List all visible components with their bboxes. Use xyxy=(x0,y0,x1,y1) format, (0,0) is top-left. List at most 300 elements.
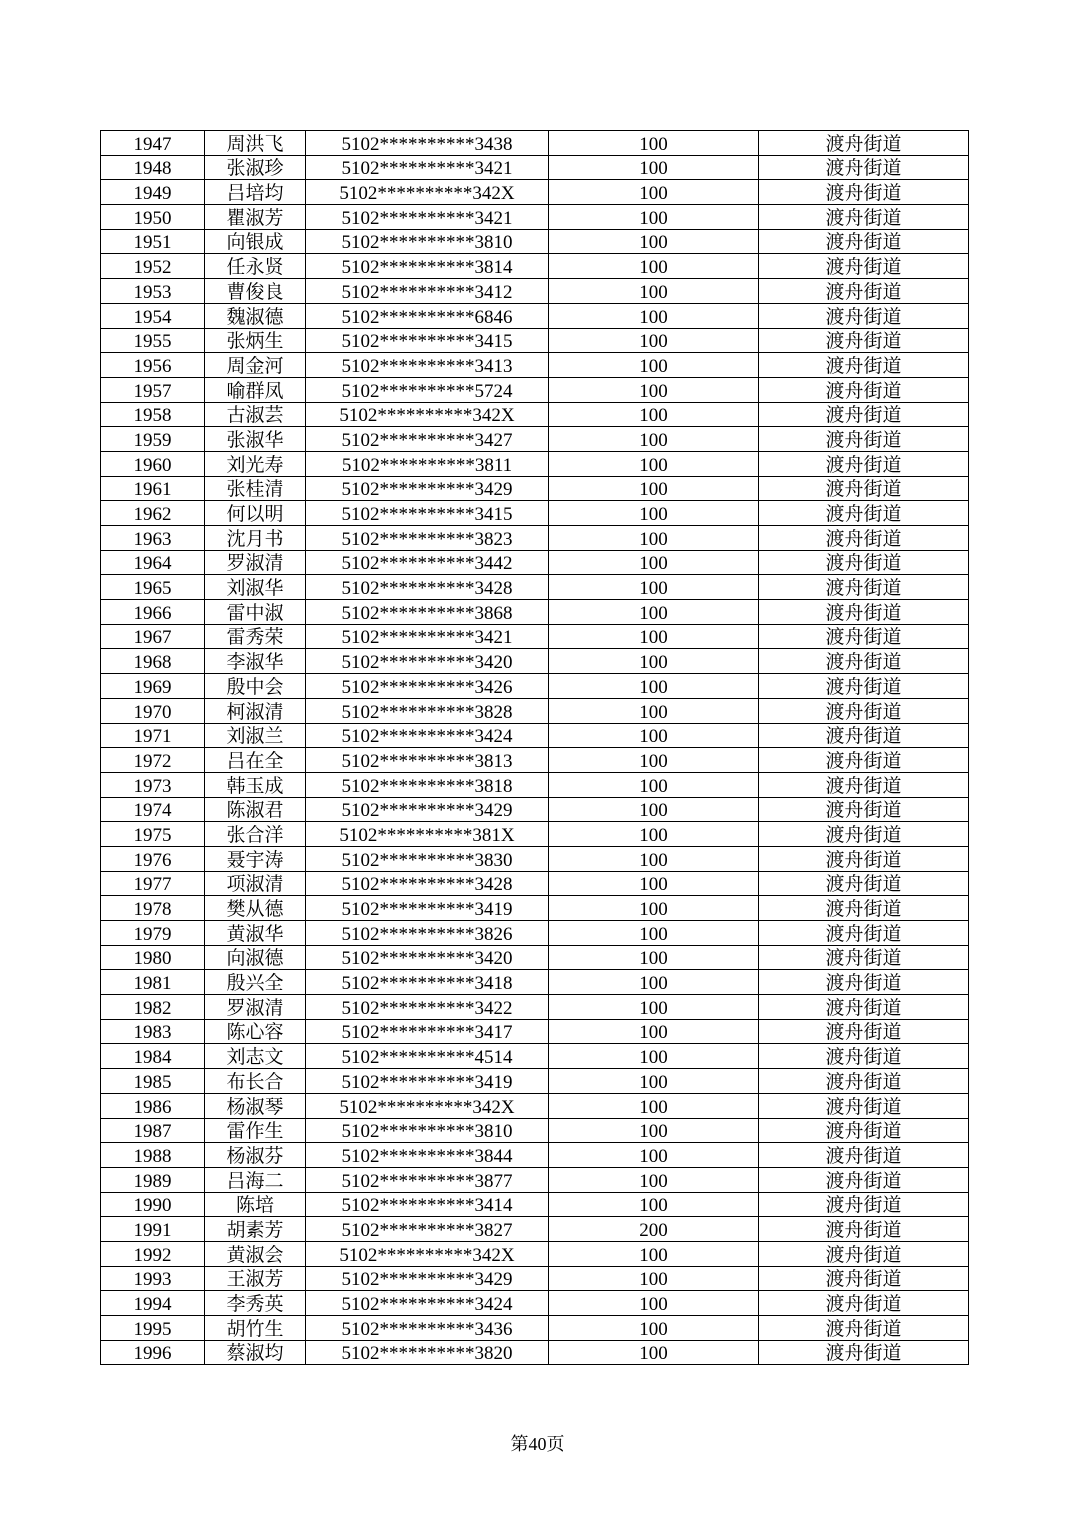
name-cell: 雷中淑 xyxy=(205,600,306,625)
name-cell: 吕培均 xyxy=(205,180,306,205)
id-number-cell: 5102**********3826 xyxy=(306,921,549,946)
serial-number-cell: 1984 xyxy=(101,1044,205,1069)
name-cell: 陈培 xyxy=(205,1192,306,1217)
street-cell: 渡舟街道 xyxy=(759,1192,969,1217)
table-row xyxy=(101,377,969,402)
street-cell: 渡舟街道 xyxy=(759,1093,969,1118)
street-cell: 渡舟街道 xyxy=(759,649,969,674)
id-number-cell: 5102**********342X xyxy=(306,402,549,427)
serial-number-cell: 1961 xyxy=(101,476,205,501)
table-row xyxy=(101,279,969,304)
serial-number-cell: 1986 xyxy=(101,1093,205,1118)
table-row xyxy=(101,995,969,1020)
serial-number-cell: 1996 xyxy=(101,1340,205,1365)
name-cell: 樊从德 xyxy=(205,896,306,921)
table-row xyxy=(101,1316,969,1341)
name-cell: 瞿淑芳 xyxy=(205,205,306,230)
name-cell: 张合洋 xyxy=(205,822,306,847)
street-cell: 渡舟街道 xyxy=(759,526,969,551)
street-cell: 渡舟街道 xyxy=(759,575,969,600)
serial-number-cell: 1973 xyxy=(101,772,205,797)
amount-cell: 100 xyxy=(549,451,759,476)
amount-cell: 100 xyxy=(549,995,759,1020)
amount-cell: 100 xyxy=(549,674,759,699)
table-row xyxy=(101,1291,969,1316)
amount-cell: 100 xyxy=(549,303,759,328)
name-cell: 古淑芸 xyxy=(205,402,306,427)
name-cell: 刘光寿 xyxy=(205,451,306,476)
serial-number-cell: 1977 xyxy=(101,871,205,896)
id-number-cell: 5102**********3428 xyxy=(306,575,549,600)
street-cell: 渡舟街道 xyxy=(759,1291,969,1316)
street-cell: 渡舟街道 xyxy=(759,995,969,1020)
id-number-cell: 5102**********3419 xyxy=(306,896,549,921)
table-row xyxy=(101,674,969,699)
id-number-cell: 5102**********3827 xyxy=(306,1217,549,1242)
serial-number-cell: 1982 xyxy=(101,995,205,1020)
street-cell: 渡舟街道 xyxy=(759,402,969,427)
name-cell: 聂宇涛 xyxy=(205,846,306,871)
street-cell: 渡舟街道 xyxy=(759,797,969,822)
street-cell: 渡舟街道 xyxy=(759,1143,969,1168)
street-cell: 渡舟街道 xyxy=(759,822,969,847)
amount-cell: 100 xyxy=(549,155,759,180)
amount-cell: 100 xyxy=(549,1266,759,1291)
table-row xyxy=(101,131,969,156)
serial-number-cell: 1958 xyxy=(101,402,205,427)
street-cell: 渡舟街道 xyxy=(759,723,969,748)
id-number-cell: 5102**********3413 xyxy=(306,353,549,378)
serial-number-cell: 1953 xyxy=(101,279,205,304)
name-cell: 李淑华 xyxy=(205,649,306,674)
id-number-cell: 5102**********3818 xyxy=(306,772,549,797)
serial-number-cell: 1992 xyxy=(101,1241,205,1266)
name-cell: 魏淑德 xyxy=(205,303,306,328)
amount-cell: 100 xyxy=(549,476,759,501)
table-row xyxy=(101,748,969,773)
table-row xyxy=(101,1266,969,1291)
serial-number-cell: 1951 xyxy=(101,229,205,254)
street-cell: 渡舟街道 xyxy=(759,921,969,946)
street-cell: 渡舟街道 xyxy=(759,427,969,452)
id-number-cell: 5102**********3828 xyxy=(306,698,549,723)
amount-cell: 100 xyxy=(549,797,759,822)
street-cell: 渡舟街道 xyxy=(759,624,969,649)
serial-number-cell: 1989 xyxy=(101,1167,205,1192)
serial-number-cell: 1970 xyxy=(101,698,205,723)
street-cell: 渡舟街道 xyxy=(759,1217,969,1242)
serial-number-cell: 1990 xyxy=(101,1192,205,1217)
name-cell: 韩玉成 xyxy=(205,772,306,797)
street-cell: 渡舟街道 xyxy=(759,328,969,353)
amount-cell: 100 xyxy=(549,945,759,970)
street-cell: 渡舟街道 xyxy=(759,1167,969,1192)
id-number-cell: 5102**********5724 xyxy=(306,377,549,402)
name-cell: 黄淑会 xyxy=(205,1241,306,1266)
table-row xyxy=(101,1069,969,1094)
street-cell: 渡舟街道 xyxy=(759,303,969,328)
amount-cell: 100 xyxy=(549,229,759,254)
amount-cell: 100 xyxy=(549,871,759,896)
serial-number-cell: 1949 xyxy=(101,180,205,205)
name-cell: 杨淑芬 xyxy=(205,1143,306,1168)
serial-number-cell: 1968 xyxy=(101,649,205,674)
amount-cell: 100 xyxy=(549,723,759,748)
id-number-cell: 5102**********6846 xyxy=(306,303,549,328)
id-number-cell: 5102**********3429 xyxy=(306,476,549,501)
name-cell: 刘志文 xyxy=(205,1044,306,1069)
amount-cell: 100 xyxy=(549,1118,759,1143)
street-cell: 渡舟街道 xyxy=(759,353,969,378)
street-cell: 渡舟街道 xyxy=(759,131,969,156)
serial-number-cell: 1980 xyxy=(101,945,205,970)
serial-number-cell: 1995 xyxy=(101,1316,205,1341)
table-row xyxy=(101,575,969,600)
serial-number-cell: 1979 xyxy=(101,921,205,946)
table-row xyxy=(101,723,969,748)
street-cell: 渡舟街道 xyxy=(759,1069,969,1094)
table-row xyxy=(101,353,969,378)
name-cell: 张淑华 xyxy=(205,427,306,452)
serial-number-cell: 1950 xyxy=(101,205,205,230)
id-number-cell: 5102**********3436 xyxy=(306,1316,549,1341)
serial-number-cell: 1967 xyxy=(101,624,205,649)
name-cell: 李秀英 xyxy=(205,1291,306,1316)
amount-cell: 100 xyxy=(549,254,759,279)
table-row xyxy=(101,550,969,575)
id-number-cell: 5102**********3877 xyxy=(306,1167,549,1192)
amount-cell: 100 xyxy=(549,279,759,304)
table-row xyxy=(101,155,969,180)
serial-number-cell: 1978 xyxy=(101,896,205,921)
table-row xyxy=(101,600,969,625)
serial-number-cell: 1966 xyxy=(101,600,205,625)
serial-number-cell: 1983 xyxy=(101,1019,205,1044)
table-row xyxy=(101,205,969,230)
serial-number-cell: 1965 xyxy=(101,575,205,600)
street-cell: 渡舟街道 xyxy=(759,1316,969,1341)
name-cell: 陈淑君 xyxy=(205,797,306,822)
name-cell: 杨淑琴 xyxy=(205,1093,306,1118)
name-cell: 张淑珍 xyxy=(205,155,306,180)
street-cell: 渡舟街道 xyxy=(759,1266,969,1291)
street-cell: 渡舟街道 xyxy=(759,476,969,501)
name-cell: 刘淑兰 xyxy=(205,723,306,748)
serial-number-cell: 1988 xyxy=(101,1143,205,1168)
name-cell: 雷作生 xyxy=(205,1118,306,1143)
id-number-cell: 5102**********3813 xyxy=(306,748,549,773)
street-cell: 渡舟街道 xyxy=(759,674,969,699)
name-cell: 曹俊良 xyxy=(205,279,306,304)
amount-cell: 100 xyxy=(549,353,759,378)
table-row xyxy=(101,1143,969,1168)
amount-cell: 100 xyxy=(549,649,759,674)
id-number-cell: 5102**********3810 xyxy=(306,229,549,254)
serial-number-cell: 1960 xyxy=(101,451,205,476)
id-number-cell: 5102**********3429 xyxy=(306,1266,549,1291)
serial-number-cell: 1972 xyxy=(101,748,205,773)
name-cell: 喻群凤 xyxy=(205,377,306,402)
amount-cell: 100 xyxy=(549,205,759,230)
street-cell: 渡舟街道 xyxy=(759,846,969,871)
street-cell: 渡舟街道 xyxy=(759,896,969,921)
amount-cell: 100 xyxy=(549,921,759,946)
serial-number-cell: 1971 xyxy=(101,723,205,748)
table-row xyxy=(101,649,969,674)
street-cell: 渡舟街道 xyxy=(759,1044,969,1069)
serial-number-cell: 1962 xyxy=(101,501,205,526)
id-number-cell: 5102**********3417 xyxy=(306,1019,549,1044)
id-number-cell: 5102**********3429 xyxy=(306,797,549,822)
id-number-cell: 5102**********3419 xyxy=(306,1069,549,1094)
street-cell: 渡舟街道 xyxy=(759,1118,969,1143)
name-cell: 周洪飞 xyxy=(205,131,306,156)
table-row xyxy=(101,871,969,896)
table-row xyxy=(101,180,969,205)
id-number-cell: 5102**********342X xyxy=(306,1241,549,1266)
serial-number-cell: 1948 xyxy=(101,155,205,180)
name-cell: 罗淑清 xyxy=(205,550,306,575)
street-cell: 渡舟街道 xyxy=(759,871,969,896)
name-cell: 向银成 xyxy=(205,229,306,254)
id-number-cell: 5102**********3438 xyxy=(306,131,549,156)
name-cell: 布长合 xyxy=(205,1069,306,1094)
table-row xyxy=(101,1019,969,1044)
amount-cell: 100 xyxy=(549,1143,759,1168)
amount-cell: 100 xyxy=(549,1192,759,1217)
name-cell: 吕在全 xyxy=(205,748,306,773)
street-cell: 渡舟街道 xyxy=(759,1241,969,1266)
street-cell: 渡舟街道 xyxy=(759,254,969,279)
street-cell: 渡舟街道 xyxy=(759,698,969,723)
amount-cell: 100 xyxy=(549,1069,759,1094)
id-number-cell: 5102**********3424 xyxy=(306,1291,549,1316)
table-row xyxy=(101,476,969,501)
amount-cell: 100 xyxy=(549,1316,759,1341)
table-row xyxy=(101,1093,969,1118)
amount-cell: 100 xyxy=(549,600,759,625)
street-cell: 渡舟街道 xyxy=(759,155,969,180)
amount-cell: 100 xyxy=(549,1044,759,1069)
serial-number-cell: 1954 xyxy=(101,303,205,328)
id-number-cell: 5102**********3412 xyxy=(306,279,549,304)
serial-number-cell: 1955 xyxy=(101,328,205,353)
page-number: 第40页 xyxy=(510,1434,565,1454)
id-number-cell: 5102**********381X xyxy=(306,822,549,847)
id-number-cell: 5102**********3428 xyxy=(306,871,549,896)
table-row xyxy=(101,526,969,551)
amount-cell: 200 xyxy=(549,1217,759,1242)
amount-cell: 100 xyxy=(549,1340,759,1365)
table-row xyxy=(101,229,969,254)
amount-cell: 100 xyxy=(549,377,759,402)
id-number-cell: 5102**********3420 xyxy=(306,649,549,674)
id-number-cell: 5102**********3823 xyxy=(306,526,549,551)
street-cell: 渡舟街道 xyxy=(759,1019,969,1044)
amount-cell: 100 xyxy=(549,772,759,797)
amount-cell: 100 xyxy=(549,896,759,921)
name-cell: 陈心容 xyxy=(205,1019,306,1044)
name-cell: 沈月书 xyxy=(205,526,306,551)
id-number-cell: 5102**********3442 xyxy=(306,550,549,575)
serial-number-cell: 1974 xyxy=(101,797,205,822)
id-number-cell: 5102**********342X xyxy=(306,1093,549,1118)
name-cell: 罗淑清 xyxy=(205,995,306,1020)
id-number-cell: 5102**********3414 xyxy=(306,1192,549,1217)
name-cell: 胡竹生 xyxy=(205,1316,306,1341)
name-cell: 殷中会 xyxy=(205,674,306,699)
table-row xyxy=(101,698,969,723)
serial-number-cell: 1957 xyxy=(101,377,205,402)
street-cell: 渡舟街道 xyxy=(759,205,969,230)
amount-cell: 100 xyxy=(549,698,759,723)
amount-cell: 100 xyxy=(549,550,759,575)
street-cell: 渡舟街道 xyxy=(759,600,969,625)
table-row xyxy=(101,1241,969,1266)
amount-cell: 100 xyxy=(549,575,759,600)
table-row xyxy=(101,1167,969,1192)
id-number-cell: 5102**********4514 xyxy=(306,1044,549,1069)
street-cell: 渡舟街道 xyxy=(759,970,969,995)
id-number-cell: 5102**********3811 xyxy=(306,451,549,476)
table-row xyxy=(101,1044,969,1069)
amount-cell: 100 xyxy=(549,846,759,871)
street-cell: 渡舟街道 xyxy=(759,501,969,526)
table-body xyxy=(101,131,969,1365)
table-row xyxy=(101,1118,969,1143)
id-number-cell: 5102**********3424 xyxy=(306,723,549,748)
amount-cell: 100 xyxy=(549,501,759,526)
table-row xyxy=(101,427,969,452)
page-footer xyxy=(0,1430,1075,1456)
name-cell: 柯淑清 xyxy=(205,698,306,723)
table-row xyxy=(101,970,969,995)
table-row xyxy=(101,1217,969,1242)
name-cell: 殷兴全 xyxy=(205,970,306,995)
amount-cell: 100 xyxy=(549,1167,759,1192)
serial-number-cell: 1985 xyxy=(101,1069,205,1094)
street-cell: 渡舟街道 xyxy=(759,550,969,575)
name-cell: 刘淑华 xyxy=(205,575,306,600)
id-number-cell: 5102**********3420 xyxy=(306,945,549,970)
street-cell: 渡舟街道 xyxy=(759,772,969,797)
table-row xyxy=(101,1192,969,1217)
name-cell: 向淑德 xyxy=(205,945,306,970)
serial-number-cell: 1987 xyxy=(101,1118,205,1143)
name-cell: 张桂清 xyxy=(205,476,306,501)
id-number-cell: 5102**********3814 xyxy=(306,254,549,279)
serial-number-cell: 1976 xyxy=(101,846,205,871)
id-number-cell: 5102**********3830 xyxy=(306,846,549,871)
id-number-cell: 5102**********3427 xyxy=(306,427,549,452)
table-row xyxy=(101,328,969,353)
street-cell: 渡舟街道 xyxy=(759,1340,969,1365)
table-row xyxy=(101,896,969,921)
street-cell: 渡舟街道 xyxy=(759,451,969,476)
name-cell: 何以明 xyxy=(205,501,306,526)
amount-cell: 100 xyxy=(549,1019,759,1044)
name-cell: 周金河 xyxy=(205,353,306,378)
serial-number-cell: 1981 xyxy=(101,970,205,995)
name-cell: 胡素芳 xyxy=(205,1217,306,1242)
id-number-cell: 5102**********3421 xyxy=(306,205,549,230)
id-number-cell: 5102**********3868 xyxy=(306,600,549,625)
serial-number-cell: 1947 xyxy=(101,131,205,156)
serial-number-cell: 1956 xyxy=(101,353,205,378)
name-cell: 雷秀荣 xyxy=(205,624,306,649)
id-number-cell: 5102**********342X xyxy=(306,180,549,205)
table-row xyxy=(101,624,969,649)
street-cell: 渡舟街道 xyxy=(759,945,969,970)
amount-cell: 100 xyxy=(549,822,759,847)
amount-cell: 100 xyxy=(549,1291,759,1316)
id-number-cell: 5102**********3415 xyxy=(306,328,549,353)
amount-cell: 100 xyxy=(549,402,759,427)
street-cell: 渡舟街道 xyxy=(759,377,969,402)
amount-cell: 100 xyxy=(549,180,759,205)
table-row xyxy=(101,822,969,847)
serial-number-cell: 1994 xyxy=(101,1291,205,1316)
serial-number-cell: 1969 xyxy=(101,674,205,699)
amount-cell: 100 xyxy=(549,970,759,995)
table-row xyxy=(101,451,969,476)
name-cell: 任永贤 xyxy=(205,254,306,279)
name-cell: 黄淑华 xyxy=(205,921,306,946)
id-number-cell: 5102**********3426 xyxy=(306,674,549,699)
table-row xyxy=(101,303,969,328)
id-number-cell: 5102**********3421 xyxy=(306,624,549,649)
amount-cell: 100 xyxy=(549,328,759,353)
amount-cell: 100 xyxy=(549,624,759,649)
id-number-cell: 5102**********3421 xyxy=(306,155,549,180)
table-row xyxy=(101,945,969,970)
serial-number-cell: 1993 xyxy=(101,1266,205,1291)
name-cell: 王淑芳 xyxy=(205,1266,306,1291)
name-cell: 项淑清 xyxy=(205,871,306,896)
serial-number-cell: 1963 xyxy=(101,526,205,551)
table-row xyxy=(101,1340,969,1365)
table-row xyxy=(101,846,969,871)
amount-cell: 100 xyxy=(549,1093,759,1118)
amount-cell: 100 xyxy=(549,1241,759,1266)
name-cell: 吕海二 xyxy=(205,1167,306,1192)
id-number-cell: 5102**********3844 xyxy=(306,1143,549,1168)
recipient-table xyxy=(100,130,969,1365)
amount-cell: 100 xyxy=(549,748,759,773)
name-cell: 张炳生 xyxy=(205,328,306,353)
id-number-cell: 5102**********3418 xyxy=(306,970,549,995)
table-row xyxy=(101,402,969,427)
street-cell: 渡舟街道 xyxy=(759,748,969,773)
id-number-cell: 5102**********3422 xyxy=(306,995,549,1020)
table-row xyxy=(101,254,969,279)
serial-number-cell: 1959 xyxy=(101,427,205,452)
amount-cell: 100 xyxy=(549,131,759,156)
street-cell: 渡舟街道 xyxy=(759,279,969,304)
table-row xyxy=(101,501,969,526)
serial-number-cell: 1952 xyxy=(101,254,205,279)
table-row xyxy=(101,921,969,946)
street-cell: 渡舟街道 xyxy=(759,229,969,254)
id-number-cell: 5102**********3810 xyxy=(306,1118,549,1143)
amount-cell: 100 xyxy=(549,427,759,452)
table-row xyxy=(101,772,969,797)
id-number-cell: 5102**********3415 xyxy=(306,501,549,526)
id-number-cell: 5102**********3820 xyxy=(306,1340,549,1365)
table-row xyxy=(101,797,969,822)
serial-number-cell: 1964 xyxy=(101,550,205,575)
serial-number-cell: 1991 xyxy=(101,1217,205,1242)
